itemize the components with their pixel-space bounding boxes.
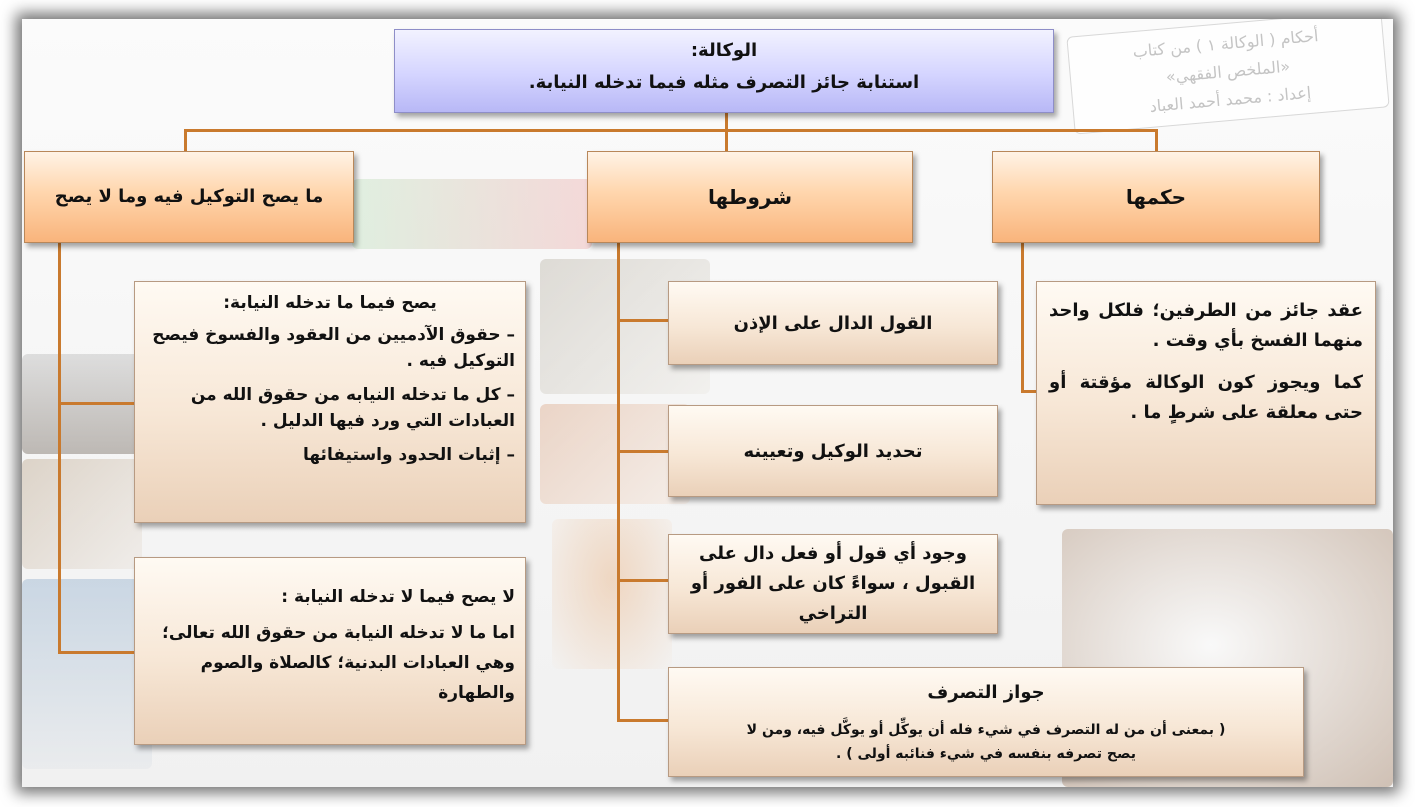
background-photo-hands (22, 459, 142, 569)
connector-conditions-down (617, 242, 620, 722)
credit-line-2: «الملخص الفقهي» (1165, 56, 1291, 87)
connector-scope-valid (58, 402, 134, 405)
connector-condition-3 (617, 579, 669, 582)
condition-item-2 (668, 405, 998, 497)
condition-item-1 (668, 281, 998, 365)
condition-item-3 (668, 534, 998, 634)
ruling-heading-box (992, 151, 1320, 243)
scope-heading: ما يصح التوكيل فيه وما لا يصح (54, 186, 324, 207)
root-title: الوكالة: (690, 40, 758, 61)
scope-valid-item-2: – كل ما تدخله النيابه من حقوق الله من العبادات التي ورد فيها الدليل . (190, 385, 515, 431)
connector-ruling-down (1021, 242, 1024, 393)
condition-item-1-text: القول الدال على الإذن (733, 312, 933, 334)
scope-valid-item-3: – إثبات الحدود واستيفائها (302, 445, 515, 465)
ruling-text-1: عقد جائز من الطرفين؛ فلكل واحد منهما الفسخ بأي وقت . (1049, 300, 1363, 351)
scope-valid-box (134, 281, 526, 523)
conditions-heading: شروطها (707, 185, 793, 209)
connector-to-conditions (725, 129, 728, 151)
connector-scope-invalid (58, 651, 134, 654)
credit-line-3: إعداد : محمد أحمد العباد (1148, 82, 1312, 116)
scope-invalid-title: لا يصح فيما لا تدخله النيابة : (281, 587, 515, 607)
ruling-text-2: كما ويجوز كون الوكالة مؤقتة أو حتى معلقة على شرطٍ ما . (1049, 372, 1363, 423)
root-definition: استنابة جائز التصرف مثله فيما تدخله النيابة. (528, 72, 920, 93)
connector-condition-4 (617, 719, 669, 722)
conditions-heading-box (587, 151, 913, 243)
scope-valid-item-1: – حقوق الآدميين من العقود والفسوخ فيصح التوكيل فيه . (152, 325, 515, 371)
root-definition-box (394, 29, 1054, 113)
connector-to-scope (184, 129, 187, 151)
connector-condition-1 (617, 319, 669, 322)
scope-heading-box (24, 151, 354, 243)
condition-item-4-note: ( بمعنى أن من له التصرف في شيء فله أن يوكِّل أو يوكَّل فيه، ومن لا يصح تصرفه بنفسه في شيء فنائبه أولى ) . (746, 722, 1226, 762)
connector-condition-2 (617, 450, 669, 453)
condition-item-2-text: تحديد الوكيل وتعيينه (743, 440, 923, 462)
credit-line-1: أحكام ( الوكالة ١ ) من كتاب (1131, 26, 1320, 62)
scope-valid-title: يصح فيما ما تدخله النيابة: (223, 293, 437, 313)
background-photo-smiling-man (552, 519, 672, 669)
connector-horizontal (184, 129, 1158, 132)
background-photo-check-mark (352, 179, 592, 249)
ruling-detail-box (1036, 281, 1376, 505)
scope-invalid-text: اما ما لا تدخله النيابة من حقوق الله تعالى؛ وهي العبادات البدنية؛ كالصلاة والصوم والطهارة (162, 623, 515, 703)
connector-scope-down (58, 242, 61, 654)
scope-invalid-box (134, 557, 526, 745)
connector-to-ruling (1155, 129, 1158, 151)
slide (22, 19, 1393, 787)
condition-item-4-title: جواز التصرف (927, 682, 1045, 703)
condition-item-3-text: وجود أي قول أو فعل دال على القبول ، سواءً كان على الفور أو التراخي (690, 543, 976, 624)
background-photo-ablution (22, 579, 152, 769)
credit-stamp (1066, 19, 1389, 135)
ruling-heading: حكمها (1125, 185, 1187, 209)
condition-item-4 (668, 667, 1304, 777)
connector-ruling-detail (1021, 390, 1037, 393)
